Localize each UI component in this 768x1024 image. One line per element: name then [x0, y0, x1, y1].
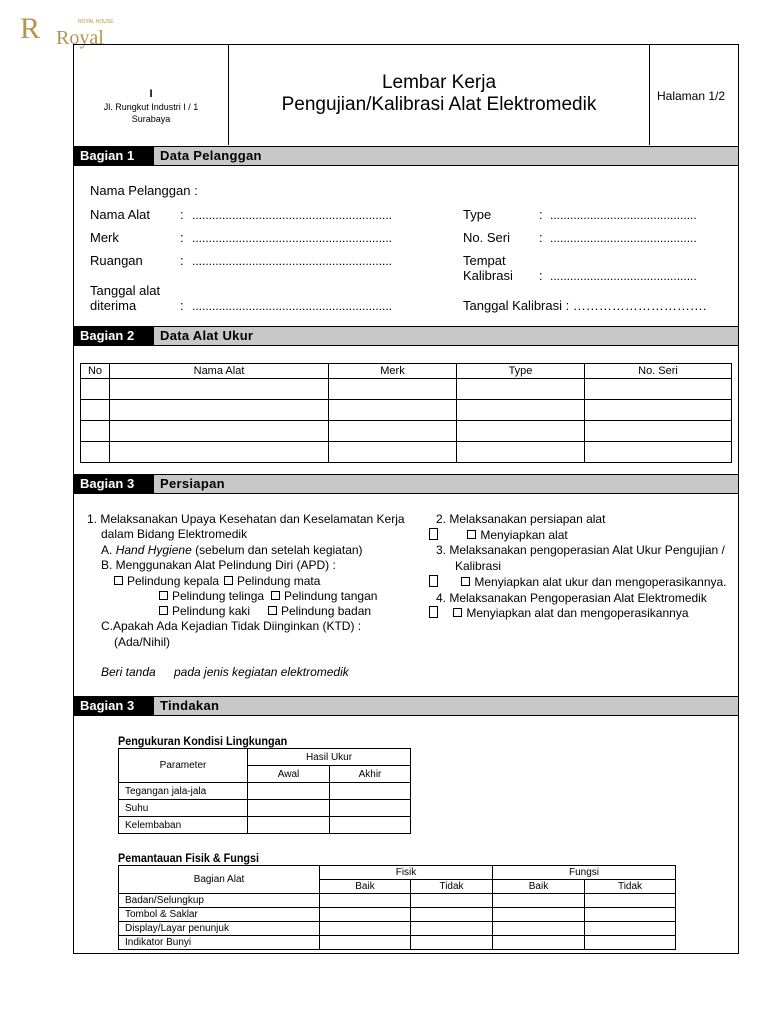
colon: :: [180, 253, 184, 268]
logo-mark-icon: R: [20, 12, 35, 45]
label-diterima: diterima: [90, 298, 137, 313]
label-merk: Merk: [90, 230, 119, 245]
env-col-akhir: Akhir: [330, 766, 411, 783]
field-no-seri[interactable]: ............................................: [550, 231, 697, 245]
colon: :: [539, 207, 543, 222]
table-cell[interactable]: [329, 442, 457, 463]
table-cell[interactable]: [457, 400, 585, 421]
table-row[interactable]: [119, 922, 676, 936]
table-cell[interactable]: [330, 800, 411, 817]
prep-item-1a-italic: Hand Hygiene: [115, 543, 192, 557]
apd-pelindung-telinga[interactable]: [159, 589, 264, 603]
table-cell[interactable]: [585, 894, 676, 908]
apd-label: Pelindung mata: [237, 574, 321, 588]
prep-item-1: 1. Melaksanakan Upaya Kesehatan dan Keselamatan Kerja: [87, 512, 405, 526]
table-cell[interactable]: [329, 421, 457, 442]
field-tempat-kalibrasi[interactable]: ............................................: [550, 269, 697, 283]
colon: :: [180, 207, 184, 222]
prep-item-4-check[interactable]: [429, 606, 689, 620]
field-ruangan[interactable]: ............................................................: [192, 254, 393, 268]
section-3-title: Persiapan: [160, 476, 225, 491]
table-cell[interactable]: [320, 908, 411, 922]
field-type[interactable]: ............................................: [550, 208, 697, 222]
table-cell[interactable]: [411, 922, 493, 936]
header-page-cell: [650, 45, 738, 145]
missing-glyph-icon: [429, 606, 438, 618]
apd-pelindung-kaki[interactable]: [159, 604, 250, 618]
apd-label: Pelindung kaki: [172, 604, 251, 618]
checkbox-icon[interactable]: [467, 530, 476, 539]
page-number: Halaman 1/2: [657, 89, 726, 103]
table-cell[interactable]: [248, 817, 330, 834]
fis-row-label: Badan/Selungkup: [119, 894, 320, 908]
table-row[interactable]: [119, 936, 676, 950]
prep-item-1a-rest: (sebelum dan setelah kegiatan): [195, 543, 363, 557]
prep-item-1a-letter: A.: [101, 543, 113, 557]
org-initial: I: [149, 88, 153, 100]
table-cell[interactable]: [248, 783, 330, 800]
field-nama-alat[interactable]: ............................................................: [192, 208, 393, 222]
checkbox-icon[interactable]: [461, 577, 470, 586]
fis-col-fungsi: Fungsi: [493, 866, 676, 880]
fis-col-baik: Baik: [320, 880, 411, 894]
checkbox-icon[interactable]: [224, 576, 233, 585]
table-row[interactable]: [81, 421, 732, 442]
section-4-bar: [74, 696, 738, 716]
label-kalibrasi: Kalibrasi: [463, 268, 513, 283]
section-1-number: Bagian 1: [74, 147, 154, 165]
checkbox-icon[interactable]: [114, 576, 123, 585]
table-cell[interactable]: [493, 908, 585, 922]
table-cell[interactable]: [585, 442, 732, 463]
prep-item-1c: C.Apakah Ada Kejadian Tidak Diinginkan (KTD) :: [101, 619, 362, 633]
section-1-title: Data Pelanggan: [160, 148, 262, 163]
apd-label: Pelindung telinga: [172, 589, 265, 603]
table-row[interactable]: [81, 379, 732, 400]
prep-item-1b: B. Menggunakan Alat Pelindung Diri (APD) :: [101, 558, 336, 572]
table-row[interactable]: [119, 783, 411, 800]
table-cell[interactable]: [411, 894, 493, 908]
section-2-number: Bagian 2: [74, 327, 154, 345]
prep-item-1-cont: dalam Bidang Elektromedik: [101, 527, 248, 541]
missing-glyph-icon: [429, 528, 438, 540]
table-cell[interactable]: [493, 922, 585, 936]
fis-table-title: Pemantauan Fisik & Fungsi: [118, 851, 260, 865]
table-cell[interactable]: [585, 908, 676, 922]
table-cell[interactable]: [457, 421, 585, 442]
check-label: Menyiapkan alat: [480, 528, 568, 542]
env-col-parameter: Parameter: [119, 749, 248, 783]
instruction-note-1: Beri tanda: [101, 665, 156, 679]
environment-table: [118, 748, 411, 834]
fis-row-label: Display/Layar penunjuk: [119, 922, 320, 936]
page-title-line-1: Lembar Kerja: [381, 72, 497, 93]
col-header-merk: Merk: [329, 364, 457, 379]
table-cell[interactable]: [493, 894, 585, 908]
table-cell[interactable]: [585, 379, 732, 400]
label-nama-pelanggan: Nama Pelanggan :: [90, 183, 198, 198]
col-header-nama-alat: Nama Alat: [110, 364, 329, 379]
table-row[interactable]: [119, 817, 411, 834]
section-3-number: Bagian 3: [74, 475, 154, 493]
colon: :: [539, 230, 543, 245]
prep-item-1a: [101, 543, 363, 557]
address-line-1: Jl. Rungkut Industri I / 1: [103, 102, 199, 112]
label-nama-alat: Nama Alat: [90, 207, 150, 222]
fis-col-fisik: Fisik: [320, 866, 493, 880]
table-cell[interactable]: [329, 400, 457, 421]
measuring-tools-table: [80, 363, 732, 463]
table-cell[interactable]: [320, 894, 411, 908]
env-row-label: Suhu: [119, 800, 248, 817]
table-cell[interactable]: [320, 922, 411, 936]
logo-wordmark: Royal: [56, 27, 104, 49]
apd-pelindung-kepala[interactable]: [114, 574, 219, 588]
label-tanggal-alat: Tanggal alat: [90, 283, 161, 298]
table-cell[interactable]: [585, 421, 732, 442]
field-tanggal-kalibrasi[interactable]: Tanggal Kalibrasi : ………………………….: [463, 298, 707, 313]
fis-col-tidak: Tidak: [411, 880, 493, 894]
fis-row-label: Tombol & Saklar: [119, 908, 320, 922]
table-cell[interactable]: [330, 783, 411, 800]
table-cell[interactable]: [320, 936, 411, 950]
table-cell[interactable]: [81, 400, 110, 421]
section-4-title: Tindakan: [160, 698, 220, 713]
check-label: Menyiapkan alat ukur dan mengoperasikannya.: [474, 575, 727, 589]
prep-item-2: 2. Melaksanakan persiapan alat: [436, 512, 606, 526]
colon: :: [180, 230, 184, 245]
field-merk[interactable]: ............................................................: [192, 231, 393, 245]
check-label: Menyiapkan alat dan mengoperasikannya: [466, 606, 689, 620]
table-cell[interactable]: [248, 800, 330, 817]
checkbox-icon[interactable]: [453, 608, 462, 617]
checkbox-icon[interactable]: [268, 606, 277, 615]
label-ruangan: Ruangan: [90, 253, 143, 268]
checkbox-icon[interactable]: [159, 591, 168, 600]
col-header-type: Type: [457, 364, 585, 379]
instruction-note-2: pada jenis kegiatan elektromedik: [174, 665, 349, 679]
fis-col-bagian: Bagian Alat: [119, 866, 320, 894]
prep-item-3: 3. Melaksanakan pengoperasian Alat Ukur Pengujian /: [436, 543, 725, 557]
apd-label: Pelindung badan: [281, 604, 372, 618]
table-row[interactable]: [119, 894, 676, 908]
apd-pelindung-tangan[interactable]: [271, 589, 377, 603]
address-line-2: Surabaya: [131, 114, 171, 124]
table-cell[interactable]: [585, 400, 732, 421]
table-cell[interactable]: [110, 421, 329, 442]
table-cell[interactable]: [330, 817, 411, 834]
colon: :: [539, 268, 543, 283]
prep-item-2-check[interactable]: [429, 528, 568, 542]
apd-pelindung-mata[interactable]: [224, 574, 320, 588]
col-header-no: No: [81, 364, 110, 379]
table-cell[interactable]: [457, 442, 585, 463]
page-title-line-2: Pengujian/Kalibrasi Alat Elektromedik: [281, 94, 597, 115]
section-4-number: Bagian 3: [74, 697, 154, 715]
env-col-hasil: Hasil Ukur: [248, 749, 411, 766]
table-row[interactable]: [119, 800, 411, 817]
table-cell[interactable]: [110, 400, 329, 421]
table-cell[interactable]: [411, 908, 493, 922]
table-cell[interactable]: [81, 442, 110, 463]
table-cell[interactable]: [329, 379, 457, 400]
prep-item-3-cont: Kalibrasi: [455, 559, 502, 573]
section-3-bar: [74, 474, 738, 494]
field-tanggal-diterima[interactable]: ............................................................: [192, 299, 393, 313]
table-cell[interactable]: [493, 936, 585, 950]
prep-item-4: 4. Melaksanakan Pengoperasian Alat Elektromedik: [436, 591, 707, 605]
physical-function-table: [118, 865, 676, 950]
table-cell[interactable]: [81, 421, 110, 442]
table-row[interactable]: [119, 908, 676, 922]
table-cell[interactable]: [411, 936, 493, 950]
logo-tagline: ROYAL HOUSE: [78, 19, 114, 25]
env-row-label: Kelembaban: [119, 817, 248, 834]
col-header-no-seri: No. Seri: [585, 364, 732, 379]
fung-col-baik: Baik: [493, 880, 585, 894]
env-col-awal: Awal: [248, 766, 330, 783]
header-title-cell: [229, 45, 650, 145]
env-row-label: Tegangan jala-jala: [119, 783, 248, 800]
section-2-title: Data Alat Ukur: [160, 328, 254, 343]
fung-col-tidak: Tidak: [585, 880, 676, 894]
header-address-cell: [74, 45, 229, 145]
section-1-bar: [74, 146, 738, 166]
table-row[interactable]: [81, 442, 732, 463]
table-cell[interactable]: [110, 379, 329, 400]
table-cell[interactable]: [585, 936, 676, 950]
label-type: Type: [463, 207, 492, 222]
label-tempat: Tempat: [463, 253, 506, 268]
fis-row-label: Indikator Bunyi: [119, 936, 320, 950]
table-header-row: [81, 364, 732, 379]
colon: :: [180, 298, 184, 313]
checkbox-icon[interactable]: [271, 591, 280, 600]
missing-glyph-icon: [429, 575, 438, 587]
table-cell[interactable]: [585, 922, 676, 936]
table-row[interactable]: [81, 400, 732, 421]
checkbox-icon[interactable]: [159, 606, 168, 615]
table-cell[interactable]: [457, 379, 585, 400]
prep-item-3-check[interactable]: [429, 575, 727, 589]
table-cell[interactable]: [110, 442, 329, 463]
env-table-title: Pengukuran Kondisi Lingkungan: [118, 734, 288, 748]
label-no-seri: No. Seri: [463, 230, 510, 245]
table-cell[interactable]: [81, 379, 110, 400]
apd-label: Pelindung kepala: [127, 574, 220, 588]
apd-label: Pelindung tangan: [284, 589, 378, 603]
prep-item-1c-cont: (Ada/Nihil): [114, 635, 171, 649]
apd-pelindung-badan[interactable]: [268, 604, 371, 618]
section-2-bar: [74, 326, 738, 346]
